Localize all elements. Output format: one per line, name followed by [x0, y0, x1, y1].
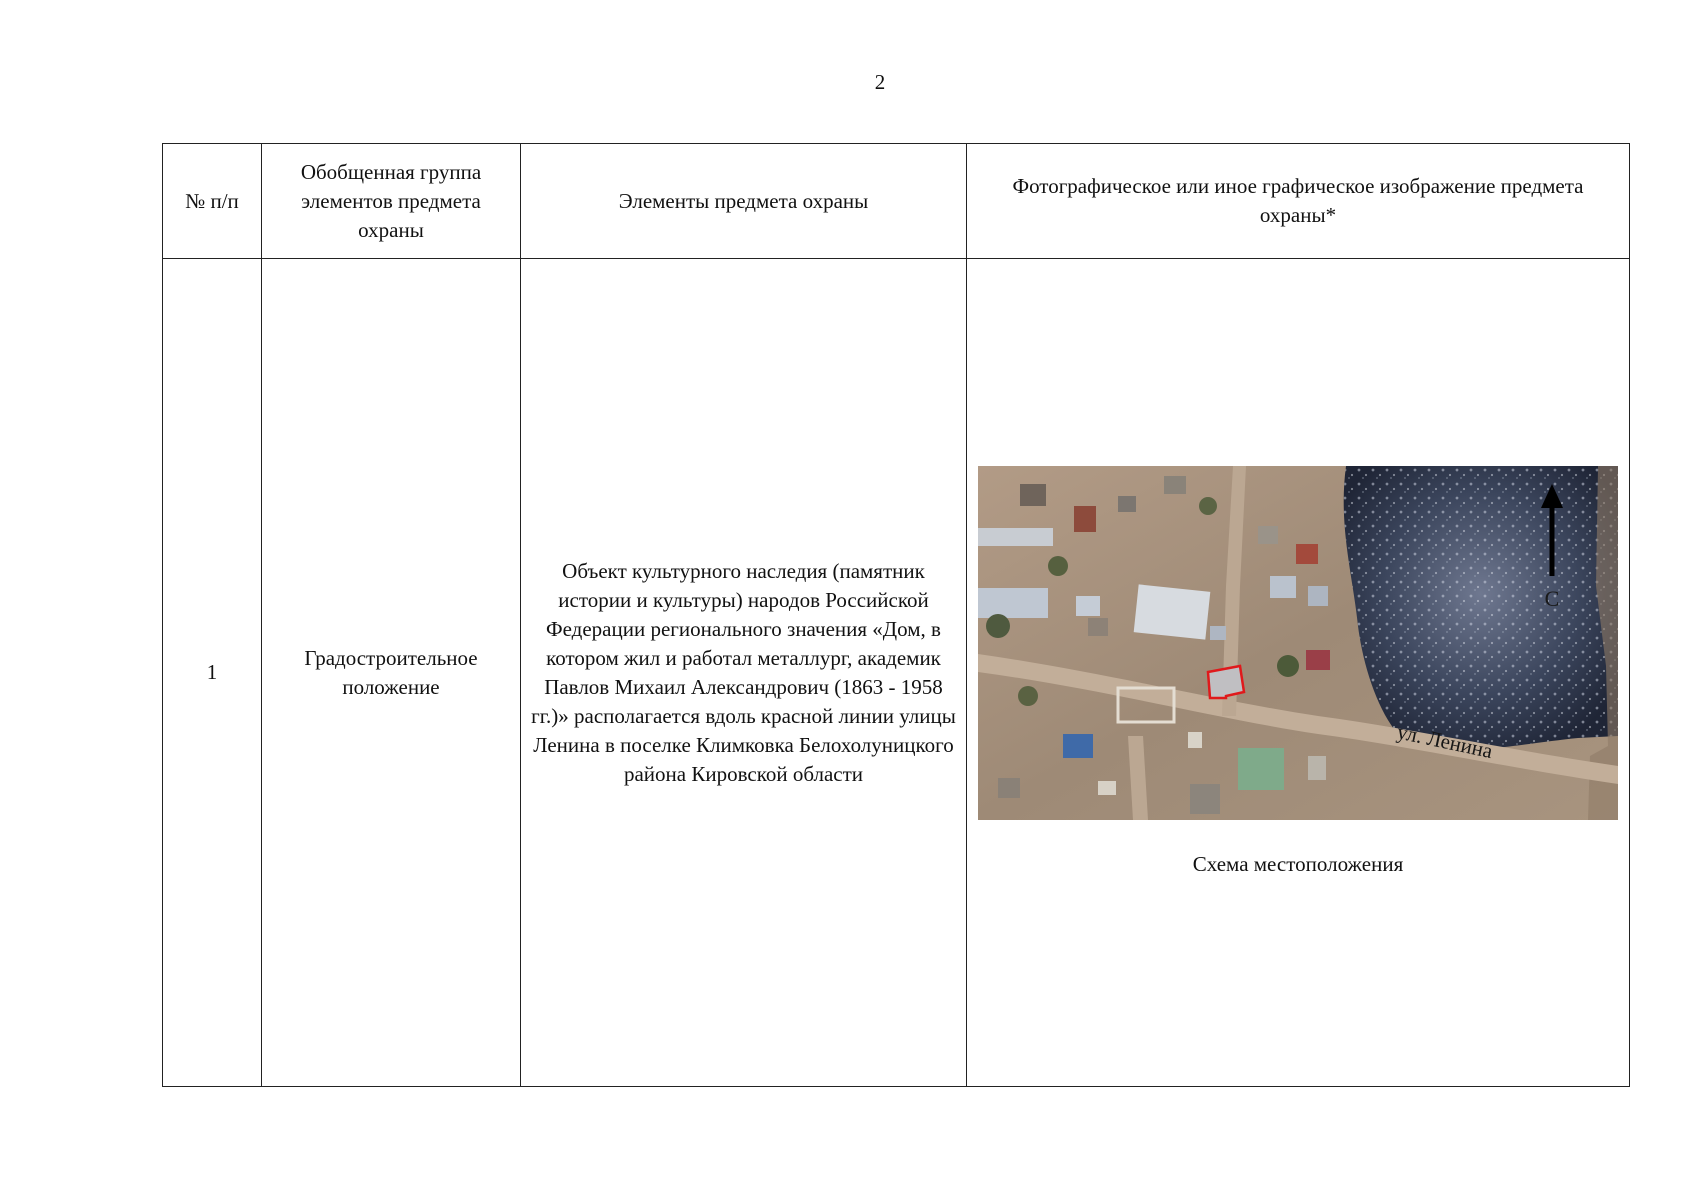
building [1210, 626, 1226, 640]
protection-table [162, 143, 1630, 1087]
row-number: 1 [163, 259, 262, 1087]
object-outline [1208, 666, 1244, 698]
row-image-cell [967, 259, 1630, 1087]
building [1296, 544, 1318, 564]
building [1308, 756, 1326, 780]
street-label: ул. Ленина [1394, 719, 1495, 764]
building [1076, 596, 1100, 616]
row-elements: Объект культурного наследия (памятник истории и культуры) народов Российской Федерации регионального значения «Дом, в котором жил и работал металлург, академик Павлов Михаил Александрович (1863 - 1958 гг.)» располагается вдоль красной линии улицы Ленина в поселке Климковка Белохолуницкого района Кировской области [521, 259, 967, 1087]
building [1118, 496, 1136, 512]
building [1088, 618, 1108, 636]
building [1308, 586, 1328, 606]
building [1020, 484, 1046, 506]
building [1188, 732, 1202, 748]
building [1098, 781, 1116, 795]
building [998, 778, 1020, 798]
header-image: Фотографическое или иное графическое изображение предмета охраны* [967, 144, 1630, 259]
church-building [1238, 748, 1284, 790]
row-group: Градостроительное положение [262, 259, 521, 1087]
building [1164, 476, 1186, 494]
building [978, 528, 1053, 546]
tree [1199, 497, 1217, 515]
satellite-map-image [978, 466, 1618, 820]
tree [1048, 556, 1068, 576]
tree [986, 614, 1010, 638]
page-number: 2 [874, 70, 886, 94]
tree [1018, 686, 1038, 706]
building [1306, 650, 1330, 670]
building [1074, 506, 1096, 532]
table-header-row [163, 144, 1630, 259]
header-number: № п/п [163, 144, 262, 259]
header-group: Обобщенная группа элементов предмета охраны [262, 144, 521, 259]
north-label: С [1544, 586, 1560, 611]
lake-texture [1344, 466, 1618, 750]
image-caption: Схема местоположения [1192, 852, 1404, 876]
building [1190, 784, 1220, 814]
building [1270, 576, 1296, 598]
building [1134, 584, 1211, 639]
building [978, 588, 1048, 618]
building [1063, 734, 1093, 758]
table-row [163, 259, 1630, 1087]
tree [1277, 655, 1299, 677]
building [1258, 526, 1278, 544]
location-map [978, 466, 1618, 820]
header-elements: Элементы предмета охраны [521, 144, 967, 259]
